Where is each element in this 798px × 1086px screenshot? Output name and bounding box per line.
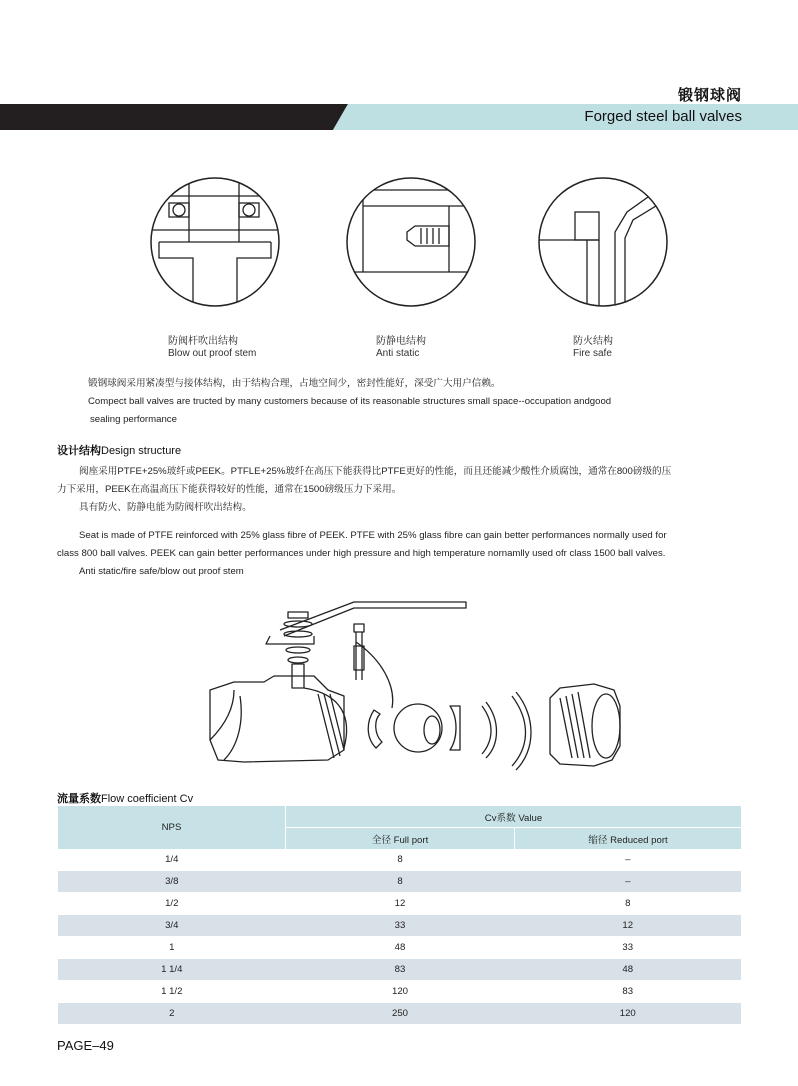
exploded-ball-valve-drawing-icon [204,590,628,780]
design-cn-line1: 阀座采用PTFE+25%玻纤或PEEK。PTFLE+25%玻纤在高压下能获得比PTFE更好的性能，而且还能减少酸性介质腐蚀，通常在800磅级的压 [79,466,672,477]
caption-anti-static-cn: 防静电结构 [376,336,426,347]
cell-full: 12 [286,893,515,915]
blow-out-proof-stem-detail-icon [149,176,281,308]
cell-full: 33 [286,915,515,937]
cell-reduced: 48 [515,959,742,981]
flow-heading-en: Flow coefficient Cv [101,793,194,805]
cell-full: 83 [286,959,515,981]
cell-reduced: 8 [515,893,742,915]
title-english: Forged steel ball valves [584,108,742,125]
page-number: PAGE–49 [57,1038,114,1053]
cell-nps: 1/4 [58,849,286,871]
cell-nps: 1 [58,937,286,959]
intro-cn: 锻钢球阀采用紧凑型与接体结构，由于结构合理，占地空间少，密封性能好，深受广大用户信赖。 [88,378,501,389]
cell-reduced: 12 [515,915,742,937]
design-heading [57,442,181,458]
cell-nps: 2 [58,1003,286,1025]
caption-fire-safe-cn: 防火结构 [573,336,613,347]
design-en-line3: Anti static/fire safe/blow out proof stem [79,566,244,577]
caption-fire-safe-en: Fire safe [573,348,612,359]
table-row [58,915,741,937]
table-row [58,1003,741,1025]
intro-en-line2: sealing performance [90,414,177,425]
cell-nps: 1 1/4 [58,959,286,981]
flow-coefficient-table [58,806,741,1025]
flow-heading-cn: 流量系数 [57,793,101,805]
cell-nps: 3/8 [58,871,286,893]
cell-full: 8 [286,849,515,871]
cell-reduced: – [515,871,742,893]
col-nps: NPS [58,806,286,849]
title-chinese: 锻钢球阀 [677,87,742,104]
table-row [58,871,741,893]
design-cn-line2: 力下采用，PEEK在高温高压下能获得较好的性能，通常在1500磅级压力下采用。 [57,484,402,495]
col-full-port: 全径 Full port [286,828,515,850]
col-reduced-port: 缩径 Reduced port [515,828,742,850]
col-cv-value: Cv系数 Value [286,806,742,828]
caption-blow-out-en: Blow out proof stem [168,348,257,359]
design-cn-line3: 具有防火、防静电能为防阀杆吹出结构。 [79,502,252,513]
table-row [58,981,741,1003]
table-row [58,937,741,959]
cell-reduced: 83 [515,981,742,1003]
cell-nps: 1/2 [58,893,286,915]
design-heading-en: Design structure [101,445,182,457]
cell-reduced: 120 [515,1003,742,1025]
cell-reduced: 33 [515,937,742,959]
intro-en-line1: Compect ball valves are tructed by many customers because of its reasonable structures small space--occupation andgood [88,396,612,407]
cell-full: 8 [286,871,515,893]
table-row [58,849,741,871]
design-heading-cn: 设计结构 [57,445,101,457]
cell-nps: 1 1/2 [58,981,286,1003]
fire-safe-detail-icon [537,176,669,308]
design-en-line2: class 800 ball valves. PEEK can gain better performances under high pressure and high temperature nornamlly used ofr class 1500 ball valves. [57,548,666,559]
cell-full: 120 [286,981,515,1003]
table-row [58,893,741,915]
flow-heading [57,790,193,806]
caption-anti-static-en: Anti static [376,348,420,359]
cell-nps: 3/4 [58,915,286,937]
design-en-line1: Seat is made of PTFE reinforced with 25% glass fibre of PEEK. PTFE with 25% glass fibre can gain better performances normally used for [79,530,667,541]
cell-full: 48 [286,937,515,959]
table-row [58,959,741,981]
anti-static-detail-icon [345,176,477,308]
cell-reduced: – [515,849,742,871]
cell-full: 250 [286,1003,515,1025]
caption-blow-out-cn: 防阀杆吹出结构 [168,336,238,347]
